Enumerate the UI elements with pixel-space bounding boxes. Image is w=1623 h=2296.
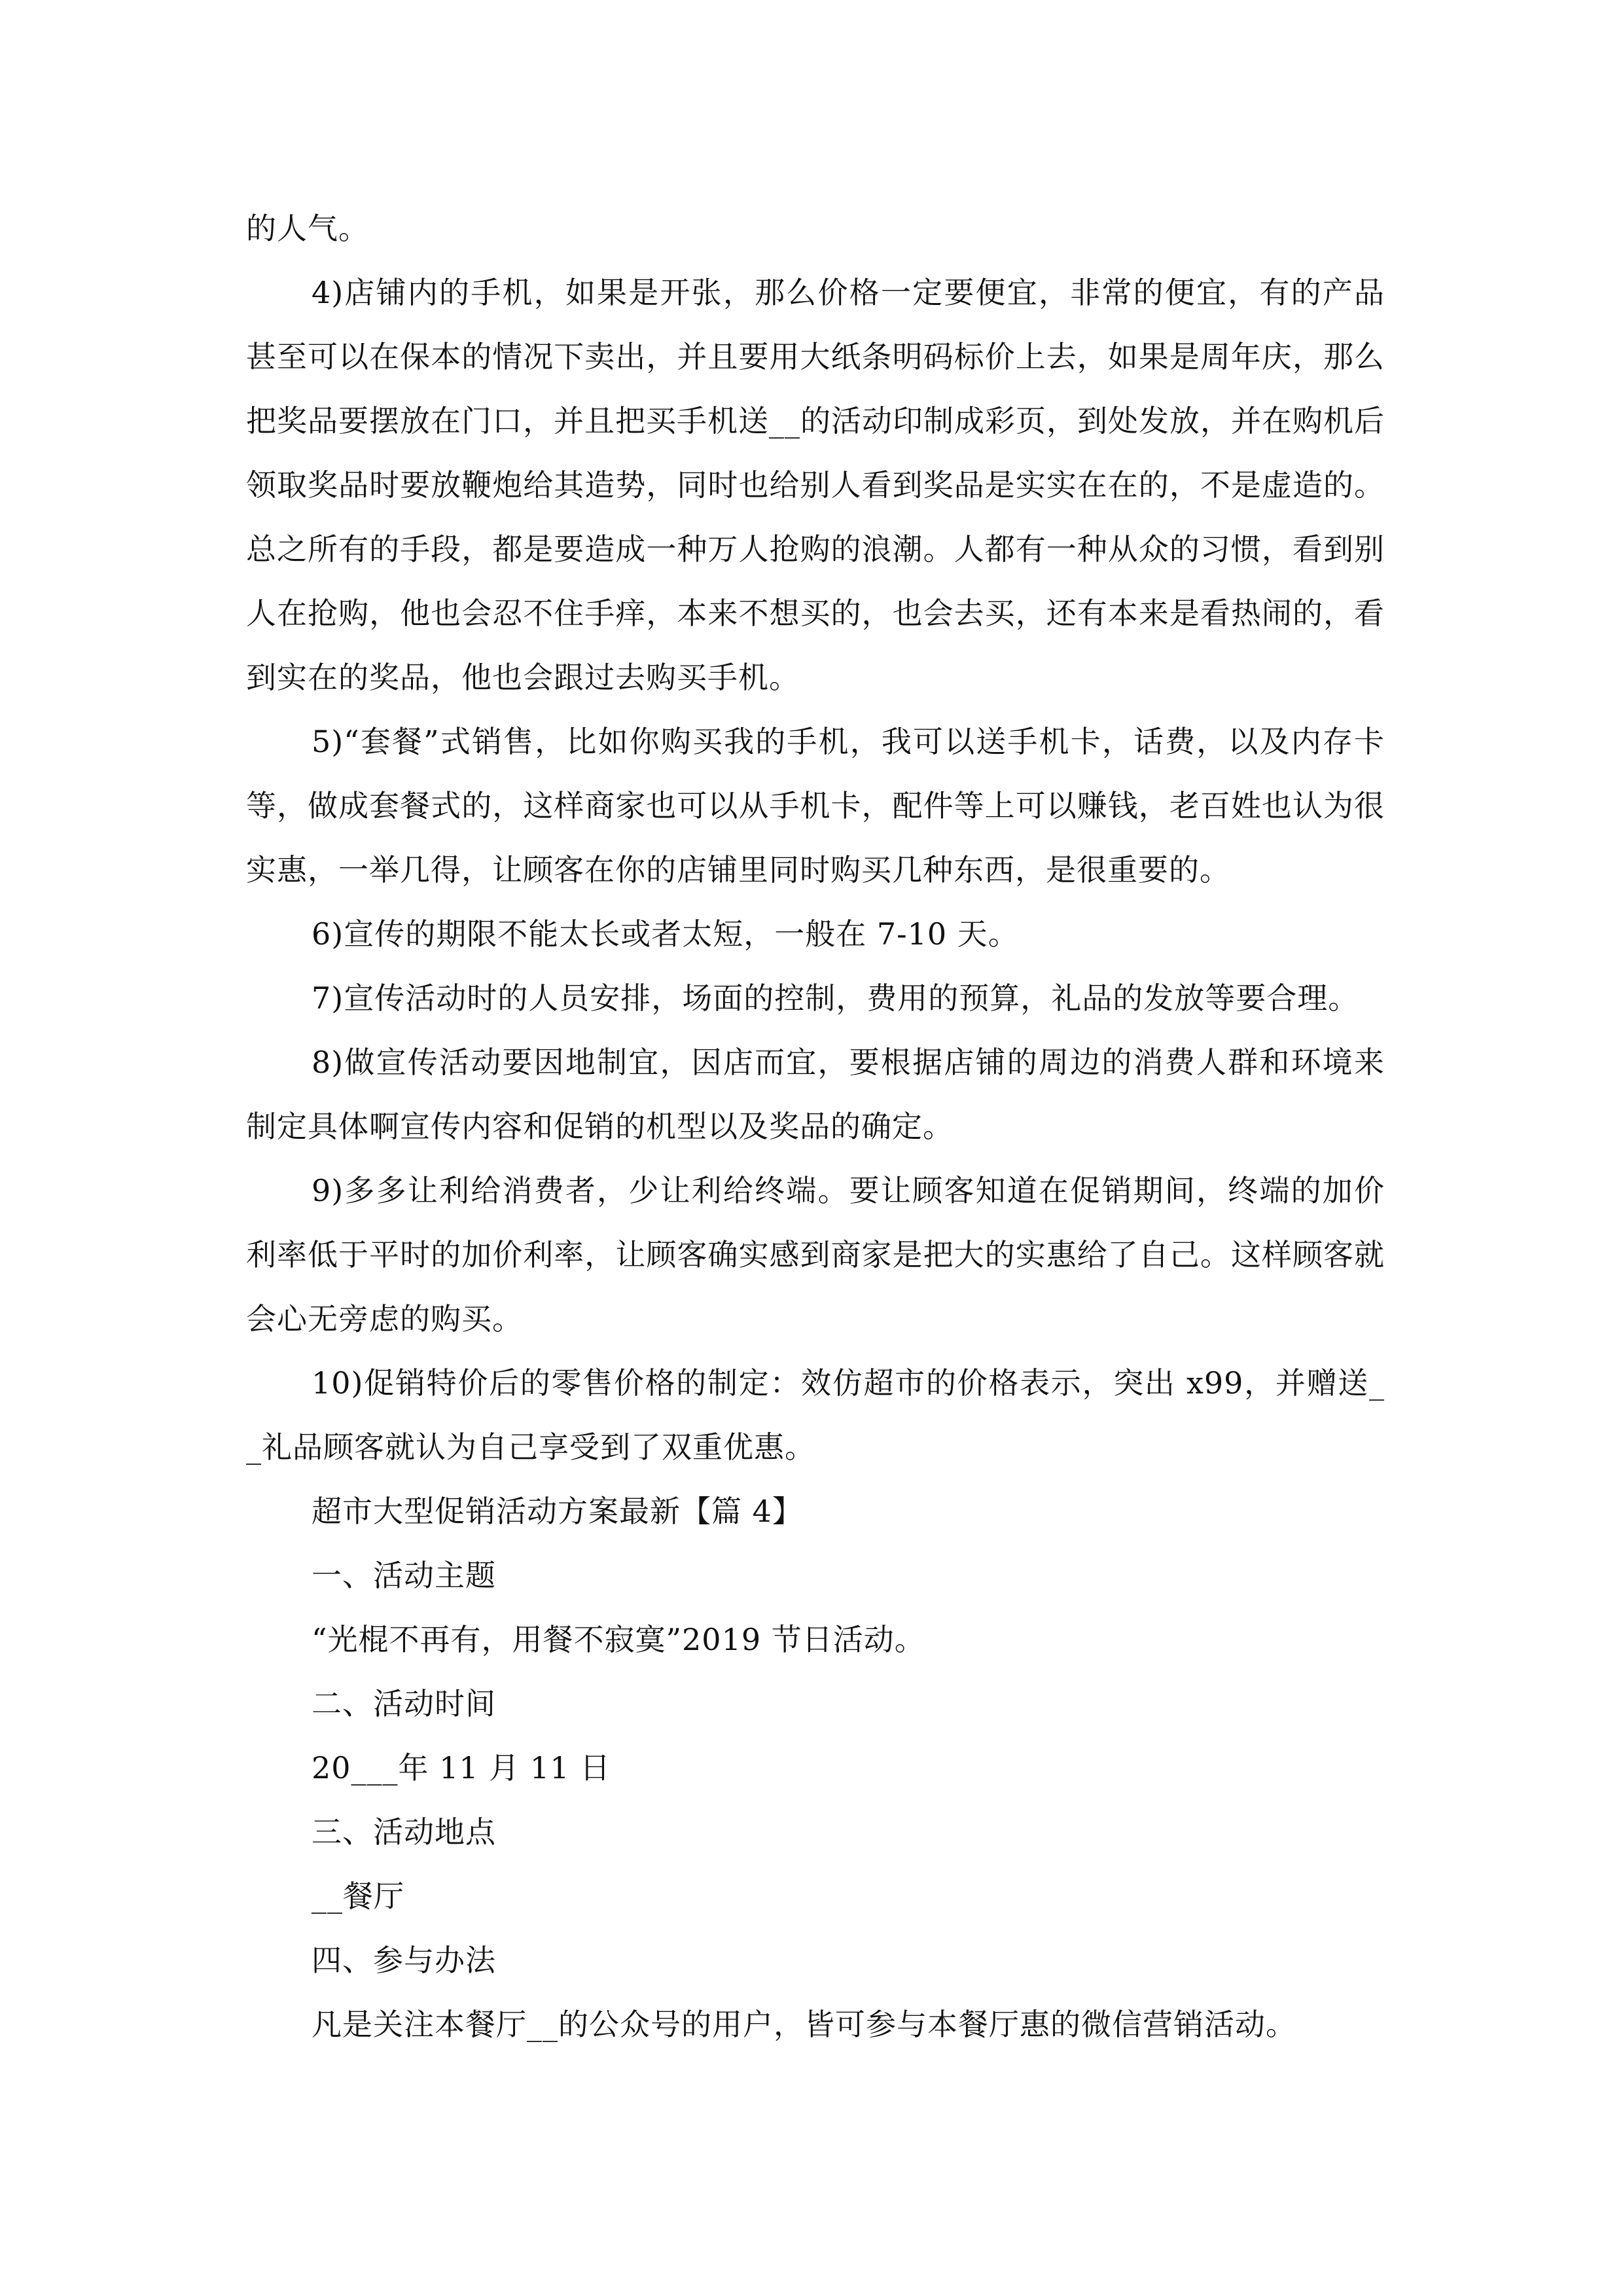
section-title: 超市大型促销活动方案最新【篇 4】 [312, 1494, 803, 1529]
document-page [246, 196, 1385, 2056]
paragraph-item-6: 6)宣传的期限不能太长或者太短，一般在 7-10 天。 [312, 916, 1019, 952]
paragraph-item-8: 8)做宣传活动要因地制宜，因店而宜，要根据店铺的周边的消费人群和环境来制定具体啊宣传内容和促销的机型以及奖品的确定。 [246, 1045, 1385, 1144]
heading-activity-time: 二、活动时间 [312, 1686, 496, 1721]
activity-location-text: __餐厅 [312, 1878, 404, 1914]
activity-time-text: 20___年 11 月 11 日 [312, 1750, 611, 1785]
activity-theme-text: “光棍不再有，用餐不寂寞”2019 节日活动。 [312, 1622, 925, 1657]
participation-text: 凡是关注本餐厅__的公众号的用户，皆可参与本餐厅惠的微信营销活动。 [312, 2007, 1296, 2042]
heading-activity-location: 三、活动地点 [312, 1814, 496, 1850]
paragraph-continuation: 的人气。 [246, 211, 369, 246]
paragraph-item-7: 7)宣传活动时的人员安排，场面的控制，费用的预算，礼品的发放等要合理。 [312, 980, 1359, 1016]
paragraph-item-9: 9)多多让利给消费者，少让利给终端。要让顾客知道在促销期间，终端的加价利率低于平时的加价利率，让顾客确实感到商家是把大的实惠给了自己。这样顾客就会心无旁虑的购买。 [246, 1173, 1385, 1336]
heading-participation: 四、参与办法 [312, 1943, 496, 1978]
paragraph-item-5: 5)“套餐”式销售，比如你购买我的手机，我可以送手机卡，话费，以及内存卡等，做成套餐式的，这样商家也可以从手机卡，配件等上可以赚钱，老百姓也认为很实惠，一举几得，让顾客在你的店铺里同时购买几种东西，是很重要的。 [246, 724, 1385, 888]
paragraph-item-10: 10)促销特价后的零售价格的制定：效仿超市的价格表示，突出 x99，并赠送__礼品顾客就认为自己享受到了双重优惠。 [246, 1365, 1385, 1465]
paragraph-item-4: 4)店铺内的手机，如果是开张，那么价格一定要便宜，非常的便宜，有的产品甚至可以在保本的情况下卖出，并且要用大纸条明码标价上去，如果是周年庆，那么把奖品要摆放在门口，并且把买手机送__的活动印制成彩页，到处发放，并在购机后领取奖品时要放鞭炮给其造势，同时也给别人看到奖品是实实在在的，不是虚造的。总之所有的手段，都是要造成一种万人抢购的浪潮。人都有一种从众的习惯，看到别人在抢购，他也会忍不住手痒，本来不想买的，也会去买，还有本来是看热闹的，看到实在的奖品，他也会跟过去购买手机。 [246, 275, 1385, 695]
heading-activity-theme: 一、活动主题 [312, 1558, 496, 1593]
